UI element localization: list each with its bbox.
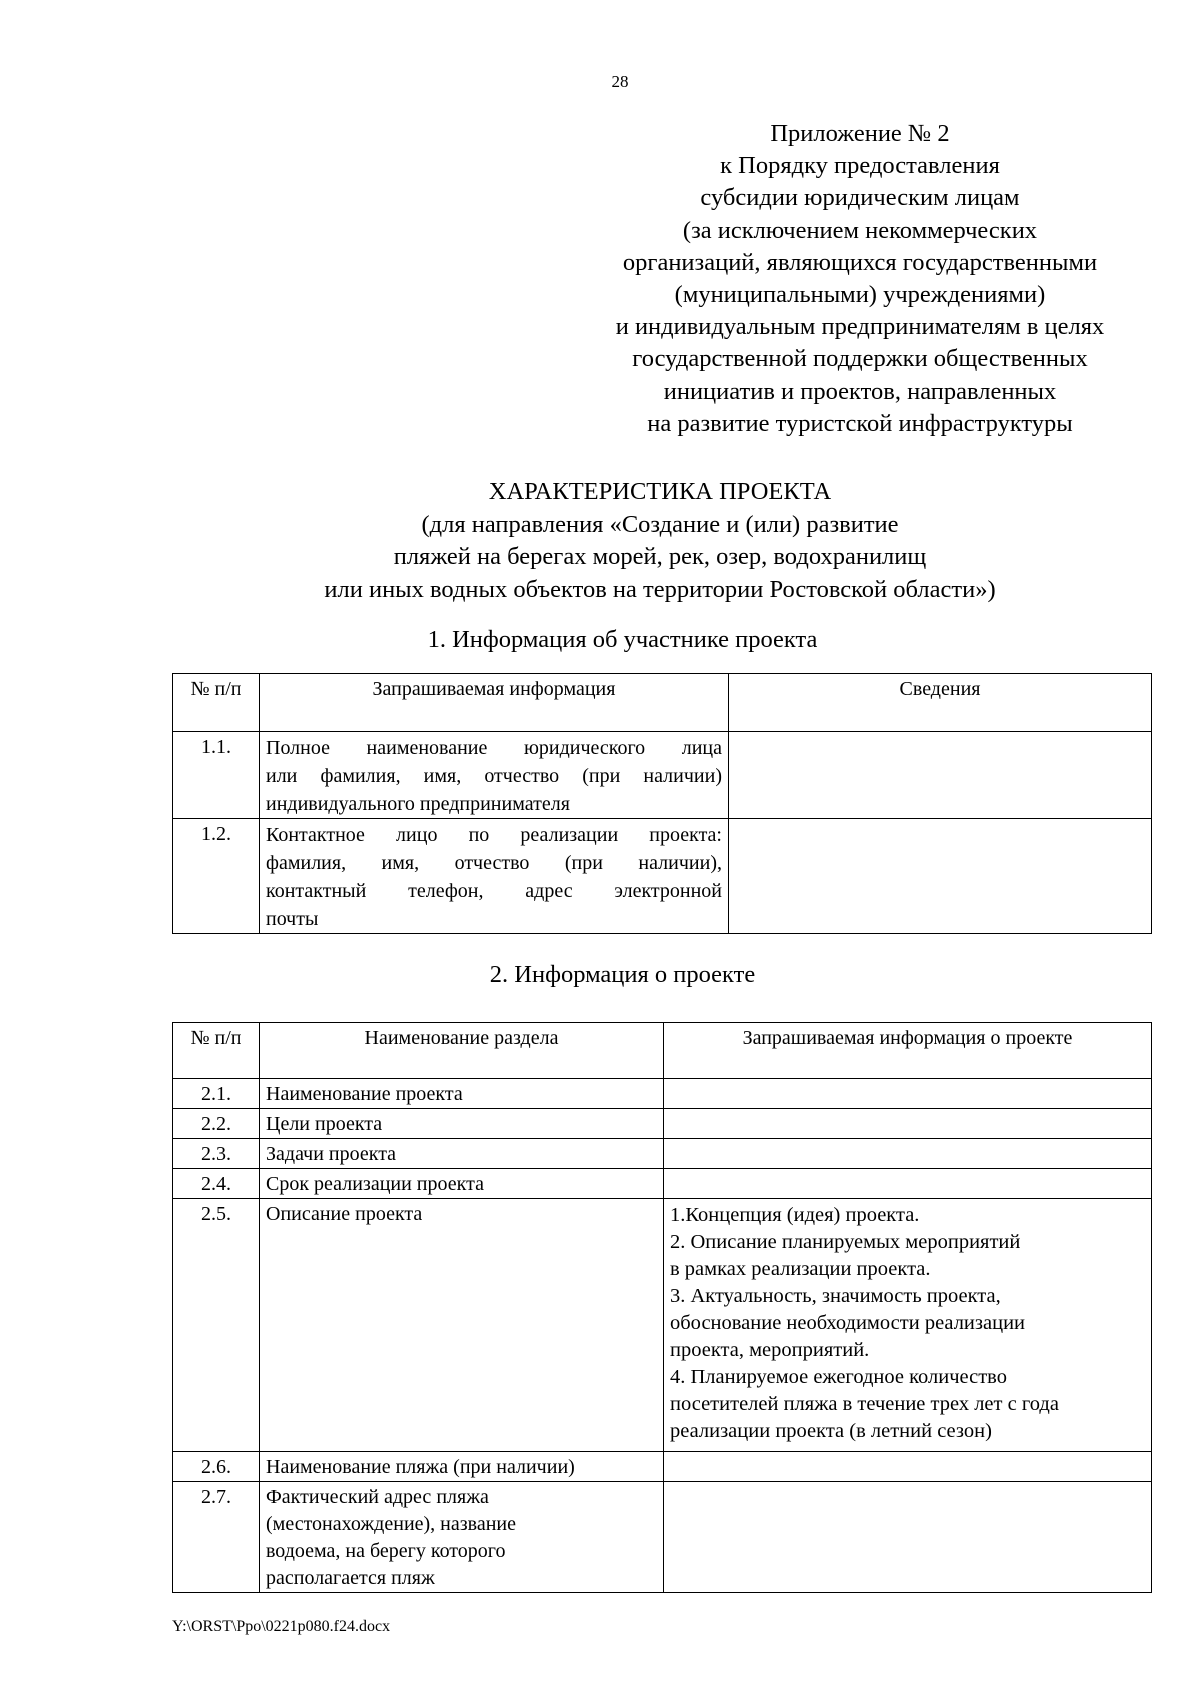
- row-number: 1.2.: [173, 819, 260, 934]
- table-row: [173, 1169, 1152, 1199]
- page-number: 28: [611, 72, 629, 91]
- section-name-line: (местонахождение), название: [266, 1513, 516, 1535]
- appendix-line: на развитие туристской инфраструктуры: [647, 409, 1073, 437]
- participant-info-table: [172, 673, 1152, 934]
- section-name-line: водоема, на берегу которого: [266, 1540, 506, 1562]
- row-section-name: Наименование проекта: [260, 1079, 664, 1109]
- appendix-line: (за исключением некоммерческих: [682, 216, 1038, 244]
- description-line: индивидуального предпринимателя: [266, 793, 570, 815]
- row-number: 2.3.: [173, 1139, 260, 1169]
- appendix-line: (муниципальными) учреждениями): [674, 281, 1046, 309]
- section-2-heading: 2. Информация о проекте: [489, 961, 756, 988]
- table-row: [173, 1079, 1152, 1109]
- row-section-name: Цели проекта: [260, 1109, 664, 1139]
- value-cell[interactable]: [729, 732, 1152, 819]
- hint-line: реализации проекта (в летний сезон): [670, 1420, 992, 1442]
- appendix-line: Приложение № 2: [770, 120, 950, 147]
- row-description: [260, 732, 729, 819]
- hint-line: 3. Актуальность, значимость проекта,: [670, 1285, 1001, 1307]
- title-subtitle-line: или иных водных объектов на территории Ростовской области»): [324, 575, 996, 603]
- description-line: почты: [266, 908, 319, 930]
- hint-line: 2. Описание планируемых мероприятий: [670, 1231, 1021, 1253]
- column-header-num: № п/п: [173, 1023, 260, 1079]
- title-heading: ХАРАКТЕРИСТИКА ПРОЕКТА: [488, 478, 832, 505]
- description-line: или фамилия, имя, отчество (при наличии): [266, 765, 722, 787]
- file-path-footer: Y:\ORST\Ppo\0221p080.f24.docx: [172, 1618, 391, 1635]
- row-section-name: [260, 1482, 664, 1593]
- column-header-num: № п/п: [173, 674, 260, 732]
- row-section-name: Задачи проекта: [260, 1139, 664, 1169]
- table-row: [173, 819, 1152, 934]
- value-cell[interactable]: [729, 819, 1152, 934]
- hint-line: 1.Концепция (идея) проекта.: [670, 1204, 920, 1226]
- info-hint: [664, 1199, 1152, 1452]
- description-line: фамилия, имя, отчество (при наличии),: [266, 852, 722, 874]
- row-number: 2.6.: [173, 1452, 260, 1482]
- hint-line: в рамках реализации проекта.: [670, 1258, 931, 1280]
- column-header-data: Сведения: [729, 674, 1152, 732]
- table-row: [173, 1452, 1152, 1482]
- appendix-line: субсидии юридическим лицам: [700, 184, 1020, 212]
- row-number: 2.7.: [173, 1482, 260, 1593]
- row-section-name: Наименование пляжа (при наличии): [260, 1452, 664, 1482]
- value-cell[interactable]: [664, 1452, 1152, 1482]
- hint-line: 4. Планируемое ежегодное количество: [670, 1366, 1007, 1388]
- row-number: 1.1.: [173, 732, 260, 819]
- row-section-name: Описание проекта: [260, 1199, 664, 1452]
- value-cell[interactable]: [664, 1139, 1152, 1169]
- section-name-line: Фактический адрес пляжа: [266, 1486, 489, 1508]
- table-row: [173, 1482, 1152, 1593]
- table-header-row: [173, 674, 1152, 732]
- table-row: [173, 732, 1152, 819]
- row-section-name: Срок реализации проекта: [260, 1169, 664, 1199]
- row-description: [260, 819, 729, 934]
- table-row: [173, 1139, 1152, 1169]
- column-header-info: Запрашиваемая информация о проекте: [664, 1023, 1152, 1079]
- document-title: [220, 476, 1100, 606]
- description-line: Полное наименование юридического лица: [266, 737, 722, 759]
- appendix-line: к Порядку предоставления: [720, 152, 1000, 180]
- row-number: 2.1.: [173, 1079, 260, 1109]
- section-name-line: располагается пляж: [266, 1567, 435, 1589]
- table-header-row: [173, 1023, 1152, 1079]
- appendix-line: организаций, являющихся государственными: [622, 248, 1098, 276]
- value-cell[interactable]: [664, 1169, 1152, 1199]
- appendix-header: [570, 118, 1150, 440]
- title-subtitle-line: пляжей на берегах морей, рек, озер, водохранилищ: [393, 543, 927, 571]
- hint-line: проекта, мероприятий.: [670, 1339, 870, 1361]
- table-row: [173, 1199, 1152, 1452]
- hint-line: посетителей пляжа в течение трех лет с года: [670, 1393, 1059, 1415]
- value-cell[interactable]: [664, 1482, 1152, 1593]
- description-line: Контактное лицо по реализации проекта:: [266, 824, 722, 846]
- description-line: контактный телефон, адрес электронной: [266, 880, 722, 902]
- appendix-line: государственной поддержки общественных: [632, 345, 1088, 373]
- hint-line: обоснование необходимости реализации: [670, 1312, 1026, 1334]
- section-1-heading: 1. Информация об участнике проекта: [427, 626, 818, 653]
- row-number: 2.5.: [173, 1199, 260, 1452]
- appendix-line: и индивидуальным предпринимателям в целях: [615, 313, 1105, 341]
- title-subtitle-line: (для направления «Создание и (или) развитие: [421, 510, 899, 538]
- row-number: 2.2.: [173, 1109, 260, 1139]
- project-info-table: [172, 1022, 1152, 1593]
- column-header-info: Запрашиваемая информация: [260, 674, 729, 732]
- value-cell[interactable]: [664, 1109, 1152, 1139]
- table-row: [173, 1109, 1152, 1139]
- value-cell[interactable]: [664, 1079, 1152, 1109]
- appendix-line: инициатив и проектов, направленных: [663, 377, 1057, 405]
- column-header-section: Наименование раздела: [260, 1023, 664, 1079]
- row-number: 2.4.: [173, 1169, 260, 1199]
